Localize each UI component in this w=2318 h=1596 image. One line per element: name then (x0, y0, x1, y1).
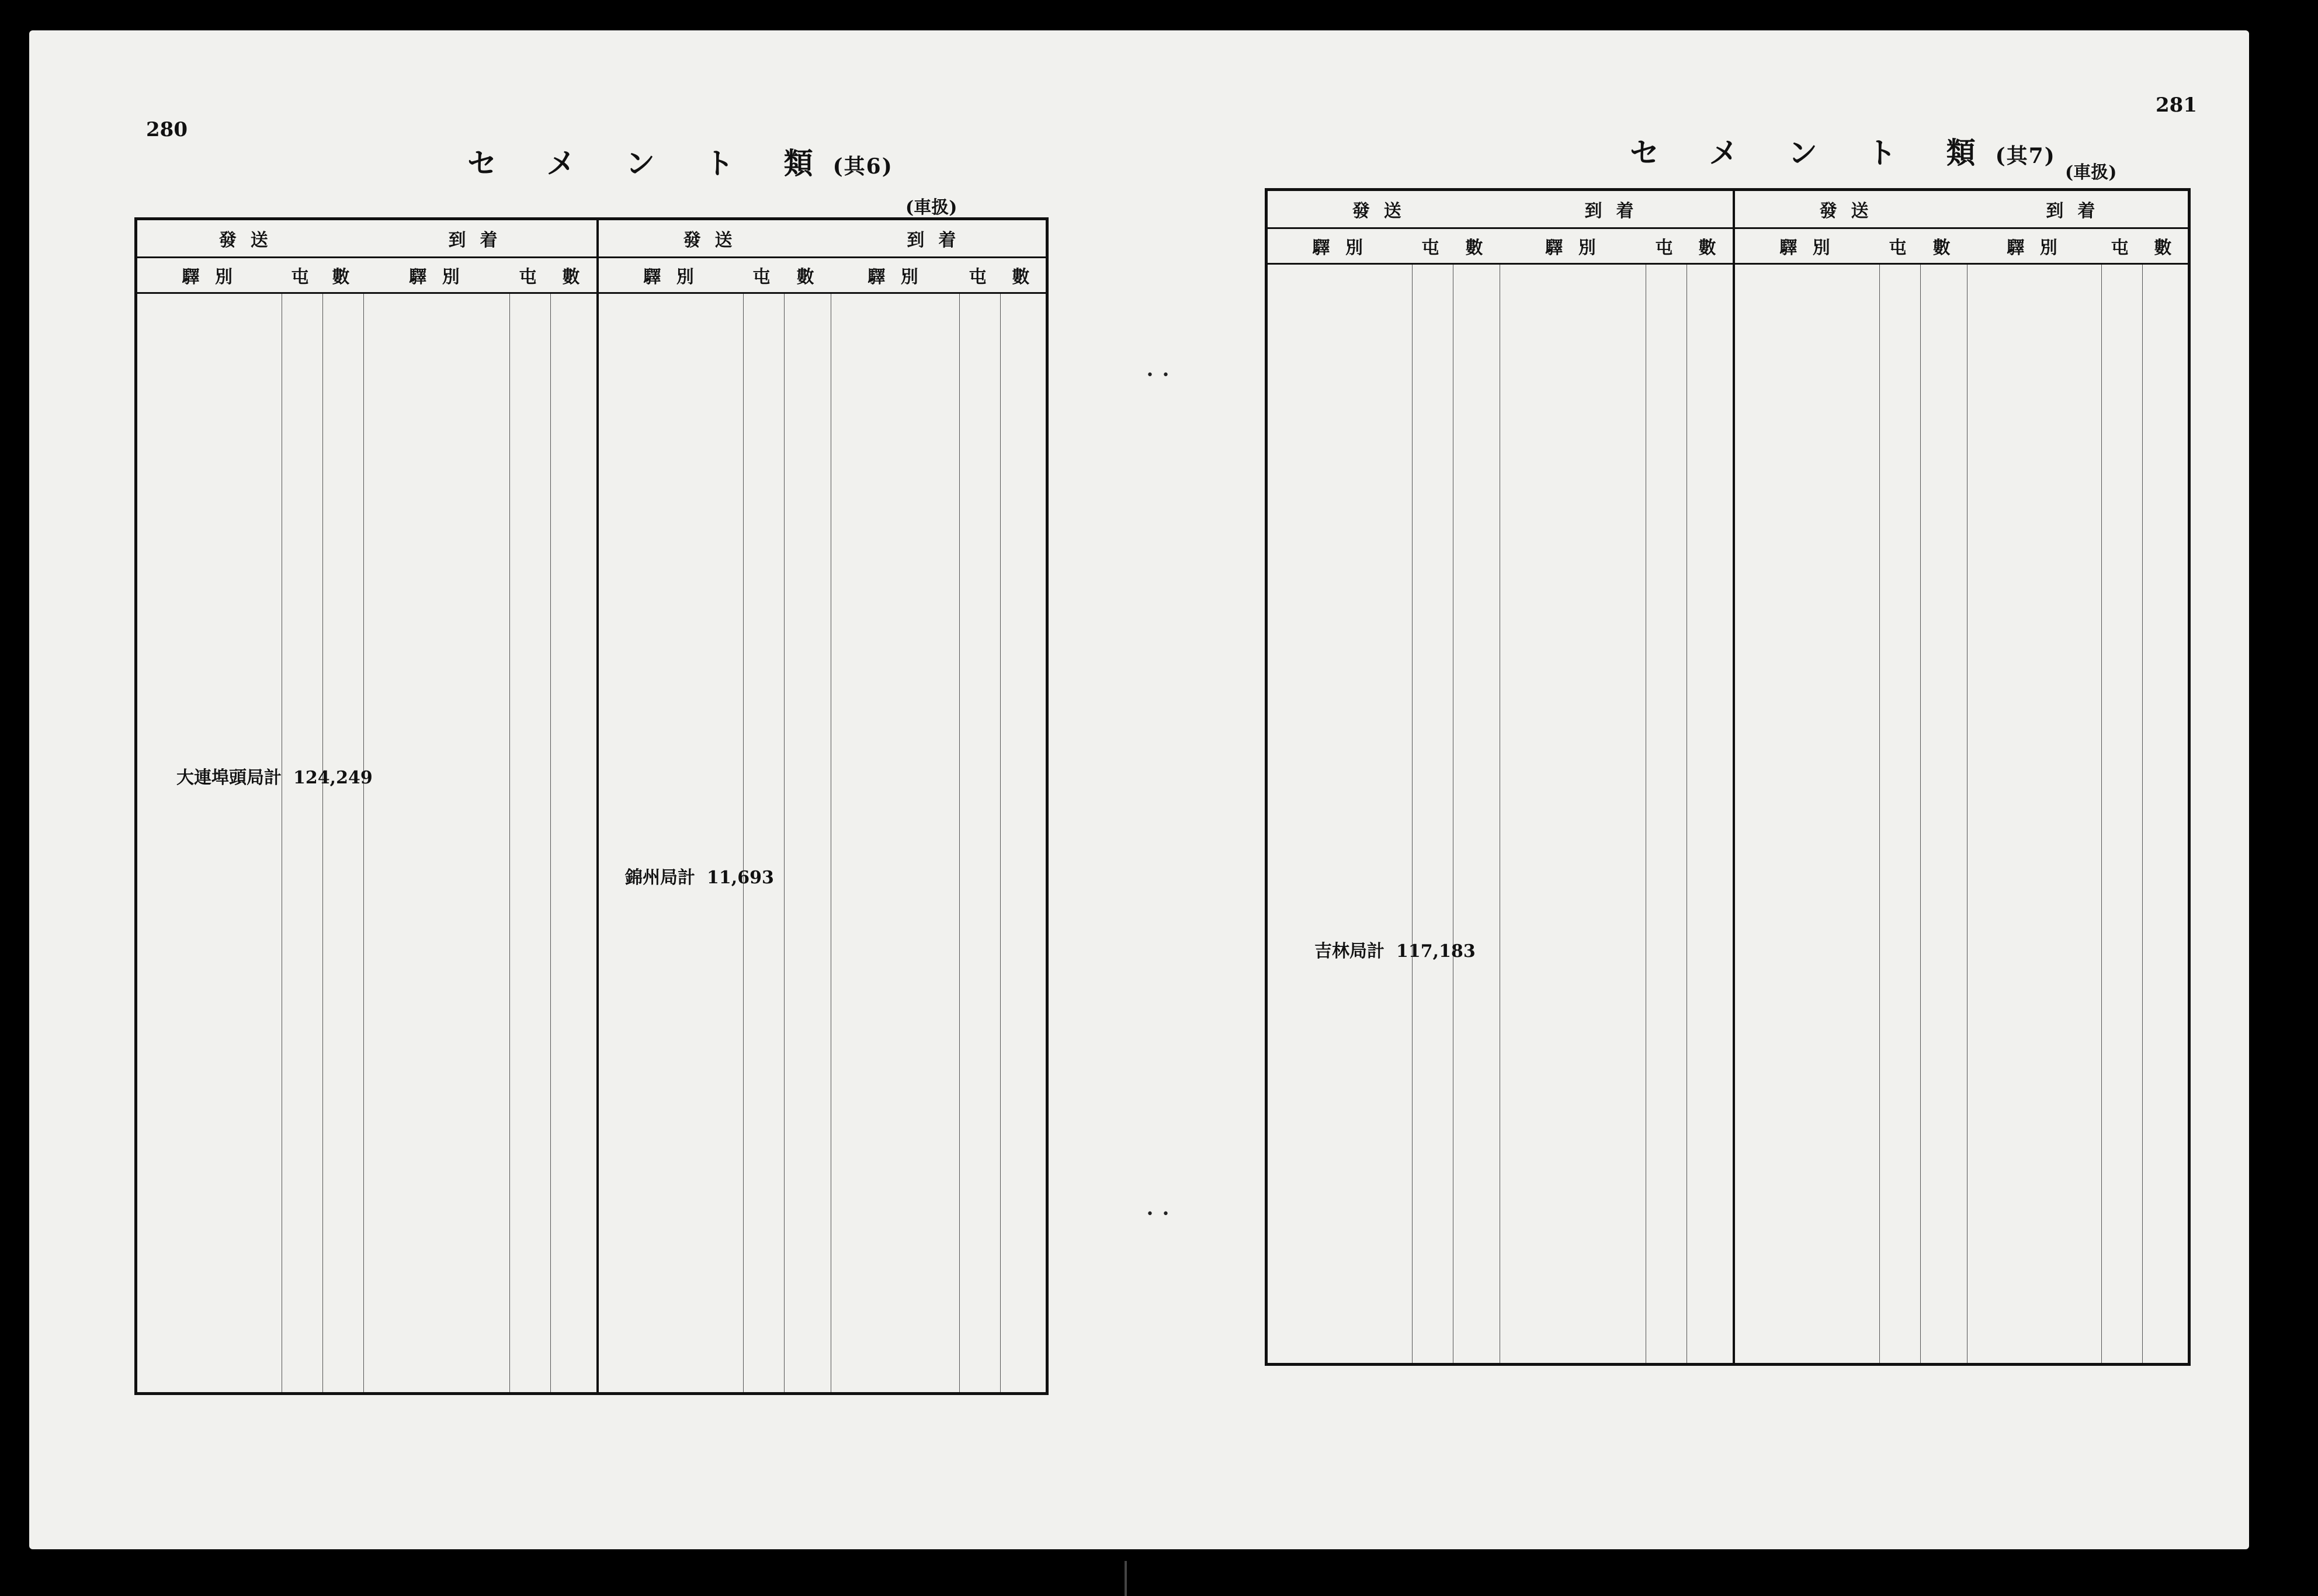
table-cell (1646, 264, 1687, 1365)
column-header: 屯 (1880, 228, 1921, 264)
bureau-total-value: 117,183 (1396, 941, 1476, 962)
bureau-total-label: 大連埠頭局計 (176, 768, 282, 788)
cement-ledger-table (134, 217, 1049, 1395)
table-cell (136, 293, 282, 1394)
unit-label: (車扱) (2065, 162, 2117, 183)
bureau-total-label: 錦州局計 (625, 868, 695, 888)
table-cell (510, 293, 551, 1394)
table-cell (960, 293, 1001, 1394)
table-cell (1967, 264, 2102, 1365)
column-header: 驛 別 (364, 258, 510, 293)
scanned-spread (29, 30, 2249, 1549)
table-body-row (136, 293, 1047, 1394)
column-header: 驛 別 (1967, 228, 2102, 264)
column-header: 驛 別 (831, 258, 960, 293)
table-cell (323, 293, 364, 1394)
column-header: 數 (551, 258, 598, 293)
table-cell (282, 293, 323, 1394)
table-cell (785, 293, 831, 1394)
table-body-row (1266, 264, 2189, 1365)
column-header: 數 (2143, 228, 2189, 264)
table-cell (831, 293, 960, 1394)
title-suffix: (其6) (832, 154, 893, 179)
column-header: 屯 (1646, 228, 1687, 264)
table-cell (1266, 264, 1413, 1365)
page-number: 281 (2156, 93, 2197, 117)
column-header: 數 (785, 258, 831, 293)
table-cell (1500, 264, 1646, 1365)
table-cell (2102, 264, 2143, 1365)
registration-mark: • • (1146, 368, 1170, 383)
table-cell (364, 293, 510, 1394)
column-header: 驛 別 (598, 258, 744, 293)
table-cell (551, 293, 598, 1394)
group-header: 發送 (136, 219, 364, 258)
column-header: 驛 別 (136, 258, 282, 293)
bureau-total (176, 763, 373, 789)
page-number: 280 (146, 118, 188, 141)
page-title (467, 140, 893, 182)
column-header-row (136, 258, 1047, 293)
group-header: 到着 (364, 219, 598, 258)
column-header: 屯 (744, 258, 785, 293)
bureau-total-value: 11,693 (707, 868, 774, 888)
column-header: 屯 (282, 258, 323, 293)
bureau-total (1314, 936, 1476, 962)
column-header: 數 (1921, 228, 1967, 264)
group-header: 發送 (1266, 190, 1500, 228)
column-header: 屯 (2102, 228, 2143, 264)
column-header: 屯 (1413, 228, 1453, 264)
column-header: 數 (1001, 258, 1047, 293)
column-header-row (1266, 228, 2189, 264)
gutter-mark (1125, 1561, 1127, 1596)
group-header: 發送 (598, 219, 831, 258)
column-header: 驛 別 (1266, 228, 1413, 264)
table-cell (1413, 264, 1453, 1365)
column-header: 數 (323, 258, 364, 293)
title-text: セ メ ン ト 類 (467, 146, 833, 181)
table-cell (2143, 264, 2189, 1365)
column-header: 屯 (960, 258, 1001, 293)
bureau-total-value: 124,249 (293, 768, 373, 788)
bureau-total-label: 吉林局計 (1314, 941, 1384, 962)
group-header: 發送 (1734, 190, 1967, 228)
table-cell (1001, 293, 1047, 1394)
table-cell (1734, 264, 1880, 1365)
title-text: セ メ ン ト 類 (1630, 136, 1996, 170)
column-header: 驛 別 (1734, 228, 1880, 264)
title-suffix: (其7) (1995, 144, 2056, 168)
group-header: 到着 (1500, 190, 1734, 228)
column-header: 驛 別 (1500, 228, 1646, 264)
registration-mark: • • (1146, 1207, 1170, 1222)
table-cell (1687, 264, 1734, 1365)
unit-label: (車扱) (905, 197, 957, 218)
column-header: 數 (1453, 228, 1500, 264)
bureau-total (625, 863, 774, 889)
column-header: 屯 (510, 258, 551, 293)
group-header: 到着 (831, 219, 1047, 258)
table-cell (1880, 264, 1921, 1365)
column-header: 數 (1687, 228, 1734, 264)
group-header: 到着 (1967, 190, 2189, 228)
table-cell (1453, 264, 1500, 1365)
group-header-row (1266, 190, 2189, 228)
table-cell (598, 293, 744, 1394)
table-cell (1921, 264, 1967, 1365)
cement-ledger-table (1265, 188, 2191, 1366)
table-cell (744, 293, 785, 1394)
group-header-row (136, 219, 1047, 258)
page-title (1630, 130, 2056, 172)
